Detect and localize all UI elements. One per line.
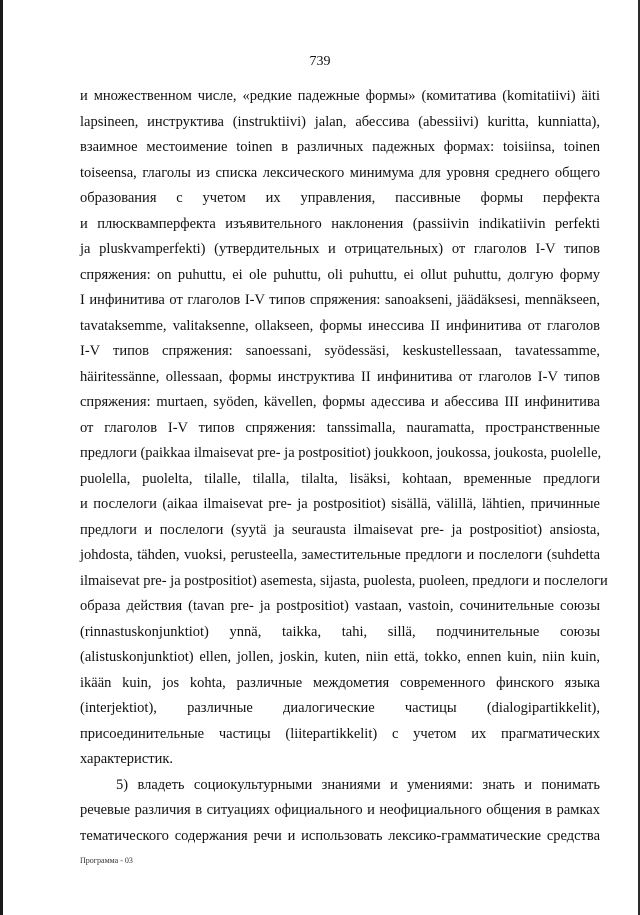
text-line: присоединительные частицы (liitepartikkelit) с учетом их прагматических [80, 725, 600, 742]
text-line: предлоги (paikkaa ilmaisevat pre- ja postpositiot) joukkoon, joukossa, joukosta, puolelle, [80, 445, 602, 461]
text-line: ikään kuin, jos kohta, различные междометия современного финского языка [80, 674, 600, 691]
text-line: образа действия (tavan pre- ja postpositiot) vastaan, vastoin, сочинительные союзы [80, 598, 600, 614]
document-body [80, 84, 608, 849]
scan-left-edge [0, 0, 3, 915]
text-line: I-V типов спряжения: sanoessani, syödessäsi, keskustellessaan, tavatessamme, [80, 343, 600, 359]
text-line: образования с учетом их управления, пассивные формы перфекта [80, 190, 600, 206]
text-line: häiritessänne, ollessaan, формы инструктива II инфинитива от глаголов I-V типов [80, 368, 600, 385]
text-line: johdosta, tähden, vuoksi, perusteella, заместительные предлоги и послелоги (suhdetta [80, 547, 600, 563]
text-line: ilmaisevat pre- ja postpositiot) asemesta, sijasta, puolesta, puoleen, предлоги и послелоги [80, 572, 608, 589]
text-line: и послелоги (aikaa ilmaisevat pre- ja postpositiot) sisällä, välillä, lähtien, причинные [80, 496, 600, 512]
text-line: puolella, puolelta, tilalle, tilalla, tilalta, lisäksi, kohtaan, временные предлоги [80, 470, 600, 487]
text-line: тематического содержания речи и использовать лексико-грамматические средства [80, 827, 600, 844]
footer-label: Программа - 03 [80, 856, 133, 865]
text-line: toiseensa, глаголы из списка лексического минимума для уровня среднего общего [80, 164, 600, 181]
page-number: 739 [309, 54, 331, 69]
text-line: I инфинитива от глаголов I-V типов спряжения: sanoakseni, jäädäksesi, mennäkseen, [80, 292, 600, 308]
text-line: спряжения: on puhuttu, ei ole puhuttu, oli puhuttu, ei ollut puhuttu, долгую форму [80, 266, 600, 283]
text-line: ja pluskvamperfekti) (утвердительных и отрицательных) от глаголов I-V типов [80, 241, 600, 257]
text-line: от глаголов I-V типов спряжения: tanssimalla, nauramatta, пространственные [80, 419, 600, 436]
text-line: взаимное местоимение toinen в различных падежных формах: toisiinsa, toinen [80, 139, 600, 155]
text-line: и множественном числе, «редкие падежные формы» (комитатива (komitatiivi) äiti [80, 88, 600, 104]
text-line: речевые различия в ситуациях официального и неофициального общения в рамках [80, 802, 600, 818]
text-line: 5) владеть социокультурными знаниями и умениями: знать и понимать [116, 776, 600, 793]
text-line: предлоги и послелоги (syytä ja seurausta ilmaisevat pre- ja postpositiot) ansiosta, [80, 521, 600, 538]
text-line: lapsineen, инструктива (instruktiivi) jalan, абессива (abessiivi) kuritta, kunniatta), [80, 113, 600, 130]
text-line: (alistuskonjunktiot) ellen, jollen, joskin, kuten, niin että, tokko, ennen kuin, niin kuin, [80, 649, 600, 665]
text-line: (rinnastuskonjunktiot) ynnä, taikka, tahi, sillä, подчинительные союзы [80, 623, 600, 640]
text-line: (interjektiot), различные диалогические частицы (dialogipartikkelit), [80, 700, 600, 716]
text-line: характеристик. [80, 751, 174, 767]
text-line: и плюсквамперфекта изъявительного наклонения (passiivin indikatiivin perfekti [80, 215, 600, 232]
text-line: tavataksemme, valitaksenne, ollakseen, формы инессива II инфинитива от глаголов [80, 317, 600, 334]
text-line: спряжения: murtaen, syöden, kävellen, формы адессива и абессива III инфинитива [80, 394, 600, 410]
